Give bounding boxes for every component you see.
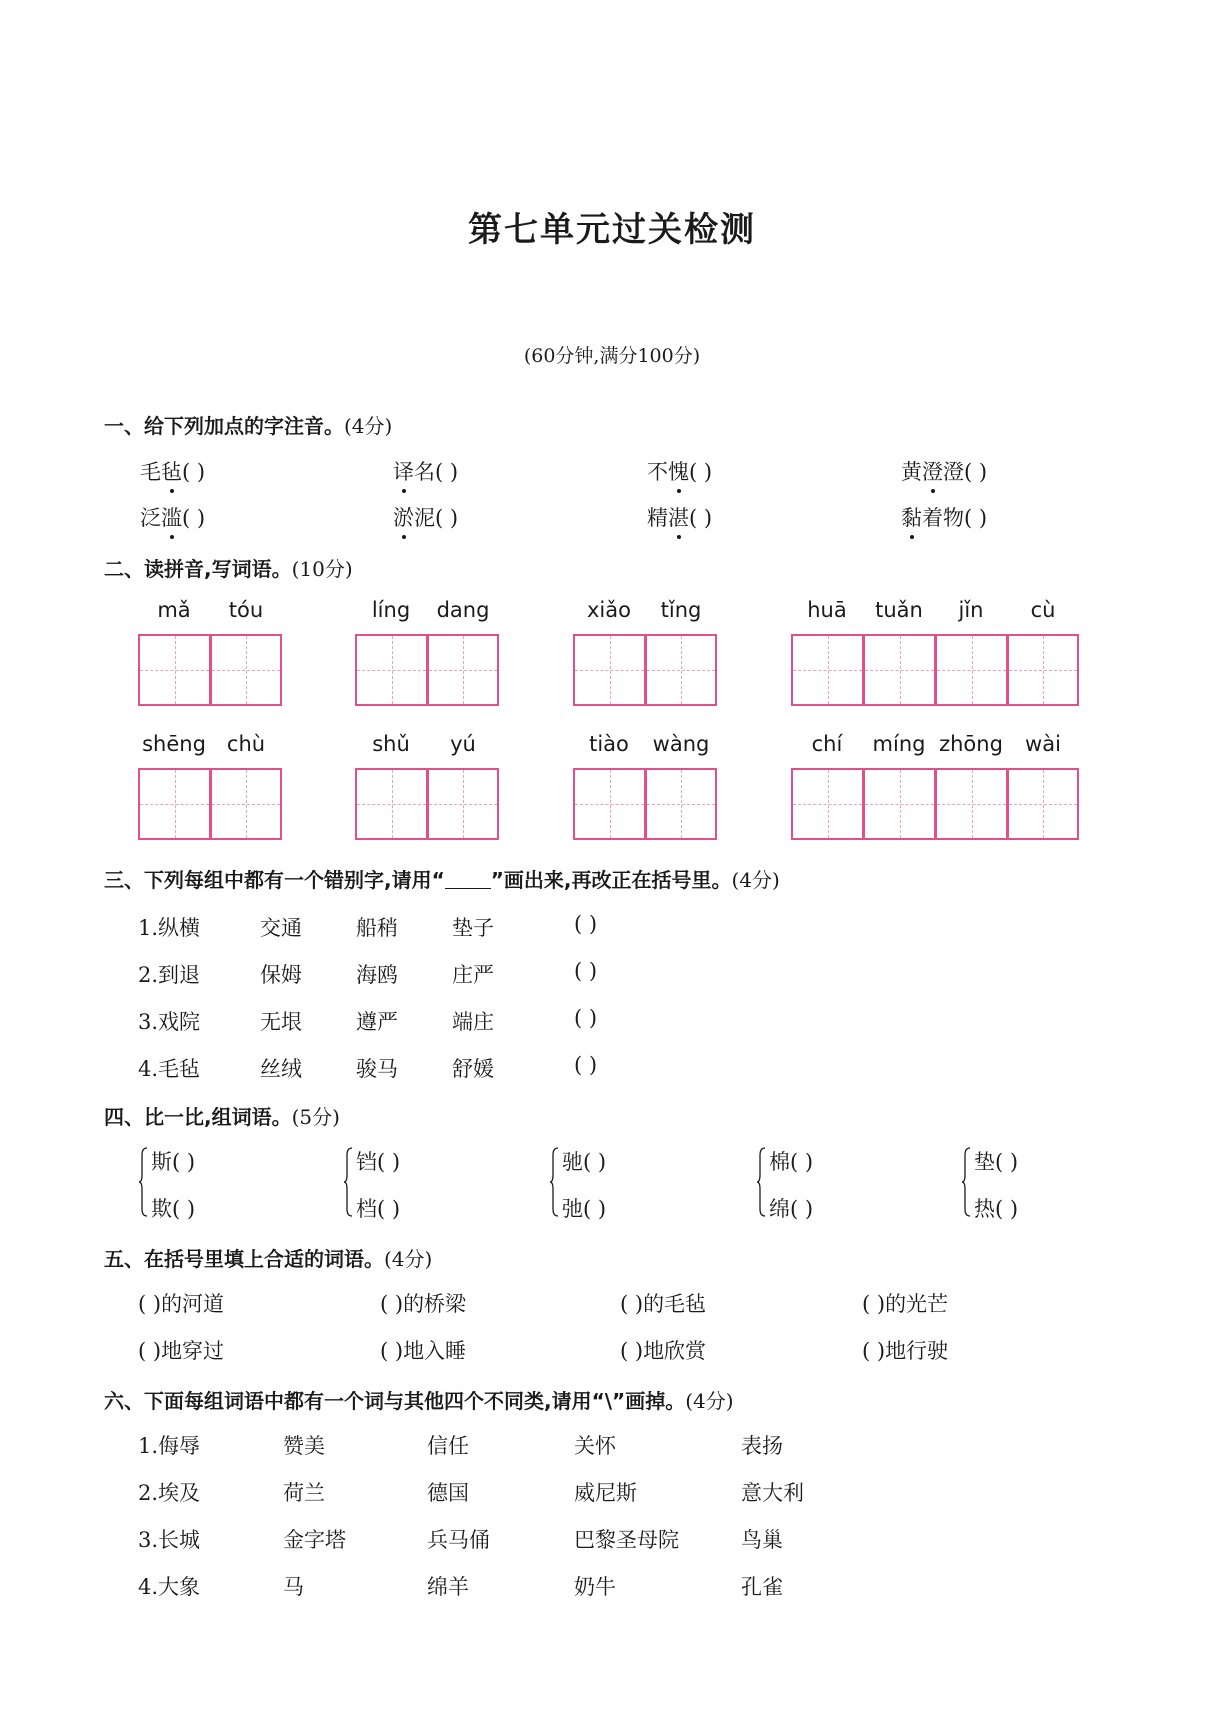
grid-cell [427, 634, 499, 706]
word: 丝绒 [260, 1057, 302, 1081]
dotted-char: 澄 [922, 456, 943, 486]
fill-item [862, 1335, 948, 1365]
dotted-char: 毡 [161, 456, 182, 486]
pinyin-label: shǔ [372, 732, 410, 756]
grid-cell [138, 634, 210, 706]
brace-icon [343, 1147, 353, 1217]
answer-paren: ( ) [995, 1197, 1019, 1221]
pinyin-item [393, 456, 458, 486]
dotted-char: 黏 [901, 502, 922, 532]
pinyin-label: yú [450, 732, 476, 756]
grid-cell [210, 768, 282, 840]
answer-paren: ( ) [583, 1150, 607, 1174]
word-part: 澄 [943, 460, 964, 484]
section-4-heading: 四、比一比,组词语。(5分) [104, 1105, 340, 1129]
word: 3.长城 [138, 1528, 201, 1552]
grid-cell [573, 768, 645, 840]
section-2-heading: 二、读拼音,写词语。(10分) [104, 557, 353, 581]
dotted-char: 滥 [161, 502, 182, 532]
word: 2.埃及 [138, 1481, 201, 1505]
fill-item [138, 1288, 224, 1318]
word-part: 精 [647, 506, 668, 530]
brace-icon [138, 1147, 148, 1217]
word: 荷兰 [283, 1481, 325, 1505]
compare-char: 热 [974, 1197, 995, 1221]
grid-cell [138, 768, 210, 840]
compare-char: 斯 [151, 1150, 172, 1174]
answer-paren: ( ) [380, 1292, 404, 1316]
pinyin-item [901, 502, 987, 532]
word: 无垠 [260, 1010, 302, 1034]
compare-char: 绵 [769, 1197, 790, 1221]
word-part: 泛 [140, 506, 161, 530]
writing-grid [573, 634, 717, 706]
writing-grid [138, 768, 282, 840]
answer-paren: ( ) [172, 1197, 196, 1221]
fill-text: 的毛毡 [643, 1292, 707, 1316]
word: 保姆 [260, 963, 302, 987]
answer-paren: ( ) [182, 506, 206, 530]
compare-char: 弛 [562, 1197, 583, 1221]
section-3-heading: 三、下列每组中都有一个错别字,请用“ ”画出来,再改正在括号里。(4分) [104, 868, 780, 892]
pinyin-label: tiào [589, 732, 629, 756]
answer-paren: ( ) [574, 959, 598, 983]
fill-item [862, 1288, 948, 1318]
answer-paren: ( ) [377, 1150, 401, 1174]
pinyin-label: tǐng [660, 598, 702, 622]
answer-paren: ( ) [574, 912, 598, 936]
word: 端庄 [452, 1010, 494, 1034]
fill-text: 地入睡 [403, 1339, 467, 1363]
writing-grid [791, 634, 1079, 706]
fill-item [620, 1335, 706, 1365]
pinyin-label: shēng [142, 732, 206, 756]
brace-icon [961, 1147, 971, 1217]
fill-item [138, 1335, 224, 1365]
pinyin-label: zhōng [939, 732, 1003, 756]
word: 船稍 [356, 916, 398, 940]
answer-paren: ( ) [435, 506, 459, 530]
grid-cell [573, 634, 645, 706]
answer-paren: ( ) [138, 1292, 162, 1316]
answer-paren: ( ) [862, 1339, 886, 1363]
grid-cell [791, 768, 863, 840]
fill-text: 的光芒 [885, 1292, 949, 1316]
compare-char: 欺 [151, 1197, 172, 1221]
grid-cell [210, 634, 282, 706]
grid-cell [355, 634, 427, 706]
compare-item [151, 1146, 195, 1176]
answer-paren: ( ) [172, 1150, 196, 1174]
word-part: 着物 [922, 506, 964, 530]
dotted-char: 译 [393, 456, 414, 486]
answer-paren: ( ) [583, 1197, 607, 1221]
answer-paren: ( ) [138, 1339, 162, 1363]
pinyin-item [901, 456, 987, 486]
word: 鸟巢 [741, 1528, 783, 1552]
compare-char: 驰 [562, 1150, 583, 1174]
answer-paren: ( ) [574, 1006, 598, 1030]
word: 1.侮辱 [138, 1434, 201, 1458]
answer-paren: ( ) [182, 460, 206, 484]
dotted-char: 湛 [668, 502, 689, 532]
writing-grid [355, 768, 499, 840]
word: 4.大象 [138, 1575, 201, 1599]
compare-item [974, 1193, 1018, 1223]
word-part: 黄 [901, 460, 922, 484]
grid-cell [935, 634, 1007, 706]
compare-item [974, 1146, 1018, 1176]
compare-item [151, 1193, 195, 1223]
word: 表扬 [741, 1434, 783, 1458]
fill-text: 地穿过 [161, 1339, 225, 1363]
word: 海鸥 [356, 963, 398, 987]
grid-cell [863, 634, 935, 706]
pinyin-label: tuǎn [875, 598, 923, 622]
answer-paren: ( ) [377, 1197, 401, 1221]
answer-paren: ( ) [790, 1197, 814, 1221]
pinyin-label: líng [371, 598, 411, 622]
answer-paren: ( ) [620, 1292, 644, 1316]
answer-paren: ( ) [964, 506, 988, 530]
word: 奶牛 [574, 1575, 616, 1599]
word: 垫子 [452, 916, 494, 940]
pinyin-label: jǐn [958, 598, 984, 622]
word: 德国 [427, 1481, 469, 1505]
answer-paren: ( ) [790, 1150, 814, 1174]
pinyin-label: xiǎo [587, 598, 631, 622]
pinyin-label: dang [436, 598, 490, 622]
grid-cell [645, 634, 717, 706]
answer-paren: ( ) [689, 460, 713, 484]
pinyin-label: tóu [228, 598, 264, 622]
compare-item [356, 1193, 400, 1223]
pinyin-item [140, 502, 205, 532]
grid-cell [427, 768, 499, 840]
fill-item [380, 1335, 466, 1365]
underline-symbol [445, 870, 491, 889]
word: 关怀 [574, 1434, 616, 1458]
fill-text: 地欣赏 [643, 1339, 707, 1363]
grid-cell [645, 768, 717, 840]
compare-char: 铛 [356, 1150, 377, 1174]
pinyin-label: chí [811, 732, 843, 756]
brace-icon [549, 1147, 559, 1217]
page-subtitle: (60分钟,满分100分) [523, 345, 701, 367]
word: 信任 [427, 1434, 469, 1458]
section-1-heading: 一、给下列加点的字注音。(4分) [104, 414, 393, 438]
pinyin-label: mǎ [157, 598, 191, 622]
word: 意大利 [741, 1481, 804, 1505]
grid-cell [791, 634, 863, 706]
grid-cell [1007, 634, 1079, 706]
section-6-heading: 六、下面每组词语中都有一个词与其他四个不同类,请用“\”画掉。(4分) [104, 1389, 734, 1413]
writing-grid [138, 634, 282, 706]
word: 舒媛 [452, 1057, 494, 1081]
pinyin-item [647, 456, 712, 486]
grid-cell [355, 768, 427, 840]
fill-text: 的桥梁 [403, 1292, 467, 1316]
writing-grid [355, 634, 499, 706]
fill-item [380, 1288, 466, 1318]
pinyin-label: chù [226, 732, 266, 756]
fill-item [620, 1288, 706, 1318]
compare-item [356, 1146, 400, 1176]
word: 4.毛毡 [138, 1057, 201, 1081]
word: 巴黎圣母院 [574, 1528, 679, 1552]
grid-cell [1007, 768, 1079, 840]
answer-paren: ( ) [620, 1339, 644, 1363]
word: 威尼斯 [574, 1481, 637, 1505]
word: 骏马 [356, 1057, 398, 1081]
pinyin-label: huā [807, 598, 847, 622]
word: 赞美 [283, 1434, 325, 1458]
answer-paren: ( ) [862, 1292, 886, 1316]
pinyin-label: wàng [652, 732, 710, 756]
pinyin-item [140, 456, 205, 486]
answer-paren: ( ) [435, 460, 459, 484]
word: 庄严 [452, 963, 494, 987]
writing-grid [573, 768, 717, 840]
word: 1.纵横 [138, 916, 201, 940]
pinyin-label: cù [1030, 598, 1056, 622]
grid-cell [935, 768, 1007, 840]
pinyin-label: míng [872, 732, 926, 756]
fill-text: 地行驶 [885, 1339, 949, 1363]
answer-paren: ( ) [689, 506, 713, 530]
answer-paren: ( ) [380, 1339, 404, 1363]
word: 绵羊 [427, 1575, 469, 1599]
answer-paren: ( ) [574, 1053, 598, 1077]
section-5-heading: 五、在括号里填上合适的词语。(4分) [104, 1247, 433, 1271]
word: 遵严 [356, 1010, 398, 1034]
compare-char: 档 [356, 1197, 377, 1221]
compare-char: 棉 [769, 1150, 790, 1174]
fill-text: 的河道 [161, 1292, 225, 1316]
word: 马 [283, 1575, 304, 1599]
compare-item [769, 1146, 813, 1176]
word-part: 名 [414, 460, 435, 484]
word-part: 不 [647, 460, 668, 484]
compare-item [769, 1193, 813, 1223]
word: 3.戏院 [138, 1010, 201, 1034]
pinyin-label: wài [1025, 732, 1061, 756]
compare-char: 垫 [974, 1150, 995, 1174]
answer-paren: ( ) [964, 460, 988, 484]
word: 兵马俑 [427, 1528, 490, 1552]
compare-item [562, 1146, 606, 1176]
word: 金字塔 [283, 1528, 346, 1552]
compare-item [562, 1193, 606, 1223]
pinyin-item [393, 502, 458, 532]
word: 交通 [260, 916, 302, 940]
word-part: 毛 [140, 460, 161, 484]
dotted-char: 淤 [393, 502, 414, 532]
answer-paren: ( ) [995, 1150, 1019, 1174]
page-title: 第七单元过关检测 [468, 210, 756, 250]
word-part: 泥 [414, 506, 435, 530]
writing-grid [791, 768, 1079, 840]
pinyin-item [647, 502, 712, 532]
brace-icon [756, 1147, 766, 1217]
word: 2.到退 [138, 963, 201, 987]
word: 孔雀 [741, 1575, 783, 1599]
grid-cell [863, 768, 935, 840]
dotted-char: 愧 [668, 456, 689, 486]
